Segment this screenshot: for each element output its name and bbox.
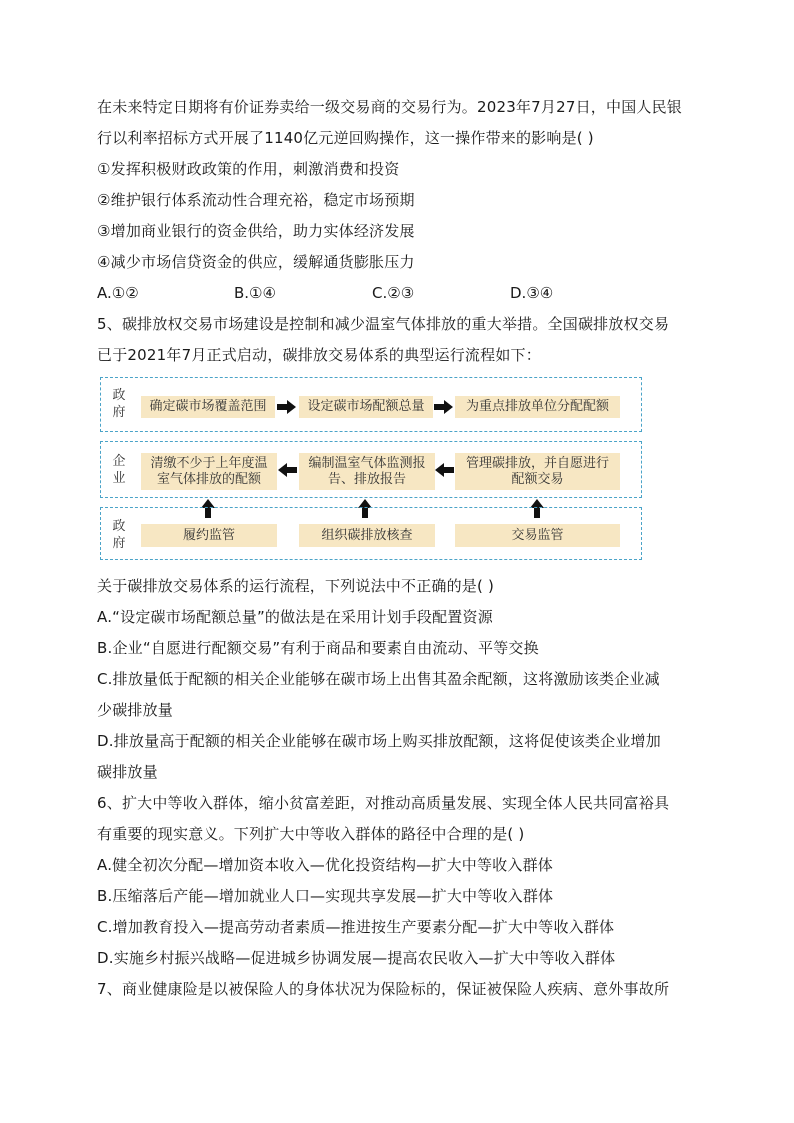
option-a: A.①② [97, 284, 139, 302]
flow-box: 为重点排放单位分配配额 [455, 396, 620, 418]
row-label: 政 府 [112, 388, 126, 420]
option-b: B.①④ [234, 284, 276, 302]
text-line: ③增加商业银行的资金供给，助力实体经济发展 [97, 222, 415, 240]
q6-option-d: D.实施乡村振兴战略—促进城乡协调发展—提高农民收入—扩大中等收入群体 [97, 949, 616, 967]
flow-box: 履约监管 [141, 524, 277, 547]
text-line: ①发挥积极财政政策的作用，刺激消费和投资 [97, 160, 400, 178]
text-line: ④减少市场信贷资金的供应，缓解通货膨胀压力 [97, 253, 415, 271]
row-enterprise [100, 441, 642, 498]
q6-stem-line: 6、扩大中等收入群体，缩小贫富差距，对推动高质量发展、实现全体人民共同富裕具 [97, 794, 670, 812]
row-government-bottom [100, 507, 642, 560]
text-line: 在未来特定日期将有价证券卖给一级交易商的交易行为。2023年7月27日，中国人民银 [97, 98, 683, 116]
q5-stem-line: 已于2021年7月正式启动，碳排放交易体系的典型运行流程如下： [97, 346, 541, 364]
q6-stem-line: 有重要的现实意义。下列扩大中等收入群体的路径中合理的是( ) [97, 825, 525, 843]
flow-box: 清缴不少于上年度温 室气体排放的配额 [141, 453, 277, 490]
q5-option-d-cont: 碳排放量 [97, 763, 158, 781]
right-arrow-icon [434, 400, 454, 414]
q6-option-a: A.健全初次分配—增加资本收入—优化投资结构—扩大中等收入群体 [97, 856, 553, 874]
option-c: C.②③ [372, 284, 415, 302]
right-arrow-icon [277, 400, 297, 414]
text-line: 行以利率招标方式开展了1140亿元逆回购操作，这一操作带来的影响是( ) [97, 129, 594, 147]
flow-box: 确定碳市场覆盖范围 [141, 396, 275, 418]
q6-option-b: B.压缩落后产能—增加就业人口—实现共享发展—扩大中等收入群体 [97, 887, 554, 905]
flow-box: 设定碳市场配额总量 [299, 396, 433, 418]
text-line: ②维护银行体系流动性合理充裕，稳定市场预期 [97, 191, 415, 209]
row-label: 企 业 [112, 454, 126, 486]
flow-box: 交易监管 [455, 524, 620, 547]
row-government-top [100, 377, 642, 432]
q5-option-c-cont: 少碳排放量 [97, 701, 174, 719]
q5-option-c: C.排放量低于配额的相关企业能够在碳市场上出售其盈余配额，这将激励该类企业减 [97, 670, 660, 688]
option-d: D.③④ [510, 284, 554, 302]
q5-option-d: D.排放量高于配额的相关企业能够在碳市场上购买排放配额，这将促使该类企业增加 [97, 732, 661, 750]
left-arrow-icon [434, 463, 454, 477]
flow-box: 编制温室气体监测报 告、排放报告 [299, 453, 435, 490]
q5-question: 关于碳排放交易体系的运行流程，下列说法中不正确的是( ) [97, 577, 495, 595]
q7-stem-line: 7、商业健康险是以被保险人的身体状况为保险标的，保证被保险人疾病、意外事故所 [97, 980, 670, 998]
flow-box: 组织碳排放核查 [299, 524, 435, 547]
flow-box: 管理碳排放，并自愿进行 配额交易 [455, 453, 620, 490]
q6-option-c: C.增加教育投入—提高劳动者素质—推进按生产要素分配—扩大中等收入群体 [97, 918, 615, 936]
q5-option-a: A.“设定碳市场配额总量”的做法是在采用计划手段配置资源 [97, 608, 493, 626]
left-arrow-icon [277, 463, 297, 477]
q5-stem-line: 5、碳排放权交易市场建设是控制和减少温室气体排放的重大举措。全国碳排放权交易 [97, 315, 670, 333]
row-label: 政 府 [112, 519, 126, 551]
q5-option-b: B.企业“自愿进行配额交易”有利于商品和要素自由流动、平等交换 [97, 639, 539, 657]
